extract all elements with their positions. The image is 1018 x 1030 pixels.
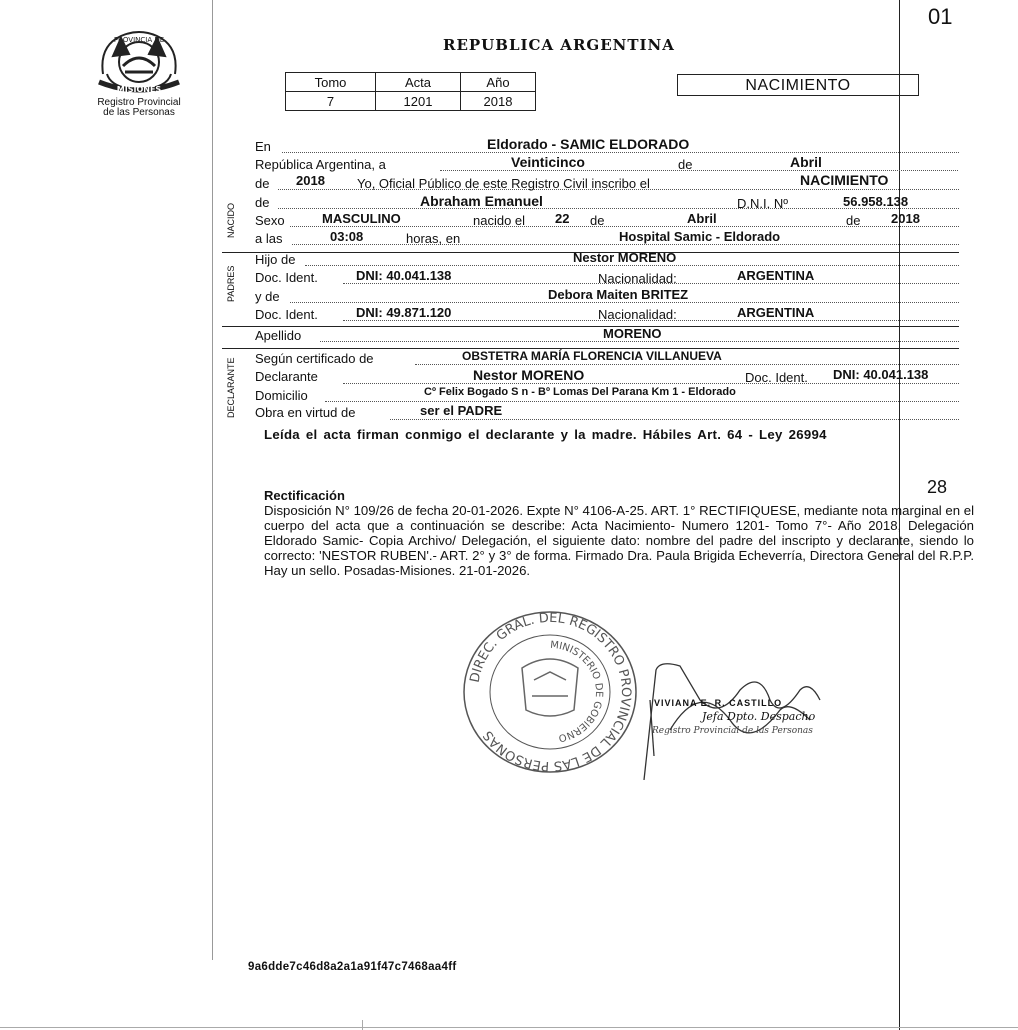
label-republica: República Argentina, a [255,157,386,172]
register-table-value-row [286,92,536,111]
value-en-virtud: ser el PADRE [420,403,503,418]
label-de-mes-nac: de [590,213,605,228]
separator-padres-apellido [222,326,959,327]
label-a-las: a las [255,231,283,246]
value-lugar: Eldorado - SAMIC ELDORADO [487,136,690,152]
value-anio: 2018 [296,173,325,188]
rule-en [282,152,959,153]
register-value-anio: 2018 [461,92,536,111]
logo-caption-line1: Registro Provincial [97,97,181,108]
rule-hijo-de [305,265,959,266]
stamp-inner-text: MINISTERIO DE GOBIERNO [549,639,605,744]
label-nac-padre: Nacionalidad: [598,271,677,286]
register-table-header-row [286,73,536,92]
rule-apellido [320,341,959,342]
value-nac-padre: ARGENTINA [737,268,815,283]
value-declarante: Nestor MORENO [473,367,585,383]
section-label-declarante: DECLARANTE [226,357,236,418]
label-doc-madre: Doc. Ident. [255,307,318,322]
rule-y-de [290,302,959,303]
value-dni: 56.958.138 [843,194,909,209]
margin-number: 28 [927,477,948,497]
label-hijo-de: Hijo de [255,252,296,267]
label-dni: D.N.I. Nº [737,196,788,211]
value-mes-nac: Abril [687,211,717,226]
label-nac-madre: Nacionalidad: [598,307,677,322]
label-de-nombre: de [255,195,270,210]
value-dni-declarante: DNI: 40.041.138 [833,367,929,382]
label-declarante: Declarante [255,369,318,384]
signature-block [640,660,850,780]
label-doc-declarante: Doc. Ident. [745,370,808,385]
value-mes: Abril [790,154,822,170]
label-de-anio-nac: de [846,213,861,228]
official-stamp [450,610,650,780]
corner-number: 01 [928,4,953,29]
label-doc-padre: Doc. Ident. [255,270,318,285]
register-value-acta: 1201 [376,92,461,111]
signature-title: Jefa Dpto. Despacho [702,710,816,723]
left-margin-line [212,0,213,960]
signature-org: Registro Provincial de las Personas [652,726,813,736]
bottom-edge-line [0,1027,1018,1028]
value-sexo: MASCULINO [322,211,401,226]
label-en: En [255,139,271,154]
rule-obra [390,419,959,420]
label-de-anio: de [255,176,270,191]
rule-certificado [415,364,959,365]
logo-seal-top-text: PROVINCIA DE [113,36,165,44]
register-table [285,72,536,111]
value-dni-padre: DNI: 40.041.138 [356,268,452,283]
register-header-tomo: Tomo [286,73,376,92]
value-anio-nac: 2018 [891,211,920,226]
value-dia-nac: 22 [555,211,570,226]
register-header-acta: Acta [376,73,461,92]
province-logo [93,26,185,96]
label-nacido-el: nacido el [473,213,526,228]
label-sexo: Sexo [255,213,285,228]
rectificacion-title: Rectificación [264,488,345,503]
value-padre: Nestor MORENO [573,250,677,265]
section-label-nacido: NACIDO [226,202,236,238]
logo-caption-line2: de las Personas [103,107,175,118]
label-domicilio: Domicilio [255,388,308,403]
record-type-box [677,74,919,96]
bottom-tick [362,1020,363,1030]
document-hash: 9a6dde7c46d8a2a1a91f47c7468aa4ff [248,961,457,973]
value-nombre: Abraham Emanuel [420,193,543,209]
value-certificado: OBSTETRA MARÍA FLORENCIA VILLANUEVA [462,349,722,363]
label-segun-certificado: Según certificado de [255,351,374,366]
value-domicilio: Cº Felix Bogado S n - Bº Lomas Del Parana Km 1 - Eldorado [424,386,736,398]
label-y-de: y de [255,289,280,304]
value-acto: NACIMIENTO [800,172,889,188]
logo-seal-bottom-text: MISIONES [116,85,162,94]
page-title: REPUBLICA ARGENTINA [443,36,675,54]
register-value-tomo: 7 [286,92,376,111]
label-horas-en: horas, en [406,231,461,246]
stamp-ring-text: DIREC. GRAL. DEL REGISTRO PROVINCIAL DE LAS PERSONAS [467,610,634,774]
rule-hora [292,244,959,245]
rule-republica [440,170,958,171]
value-dia-letras: Veinticinco [511,154,585,170]
rule-domicilio [325,401,959,402]
section-label-padres: PADRES [226,265,236,302]
label-yo-oficial: Yo, Oficial Público de este Registro Civil inscribo el [357,176,650,191]
signature-name: VIVIANA E. R. CASTILLO [654,698,783,708]
value-hora: 03:08 [330,229,364,244]
value-apellido: MORENO [603,326,662,341]
rectificacion-text: Disposición N° 109/26 de fecha 20-01-2026. Expte N° 4106-A-25. ART. 1° RECTIFIQUESE, mediante nota marginal en el cuerpo del acta que a continuación se describe: Acta Nacimiento- Numero 1201- Tomo 7°- Año 2018, Delegación Eldorado Samic- Copia Archivo/ Delegación, el siguiente dato: nombre del padre del inscripto y declarante, siendo lo correcto: 'NESTOR RUBEN'.- ART. 2° y 3° de forma. Firmado Dra. Paula Brigida Echeverría, Directora General del R.P.P. Hay un sello. Posadas-Misiones. 21-01-2026. [264,503,974,578]
value-nac-madre: ARGENTINA [737,305,815,320]
rule-declarante [343,383,959,384]
label-de-mes: de [678,157,693,172]
value-dni-madre: DNI: 49.871.120 [356,305,452,320]
label-apellido: Apellido [255,328,302,343]
value-madre: Debora Maiten BRITEZ [548,287,689,302]
record-type: NACIMIENTO [745,77,851,94]
closing-statement: Leída el acta firman conmigo el declarante y la madre. Hábiles Art. 64 - Ley 26994 [264,427,827,442]
value-lugar-nac: Hospital Samic - Eldorado [619,229,781,244]
label-obra: Obra en virtud de [255,405,356,420]
register-header-anio: Año [461,73,536,92]
